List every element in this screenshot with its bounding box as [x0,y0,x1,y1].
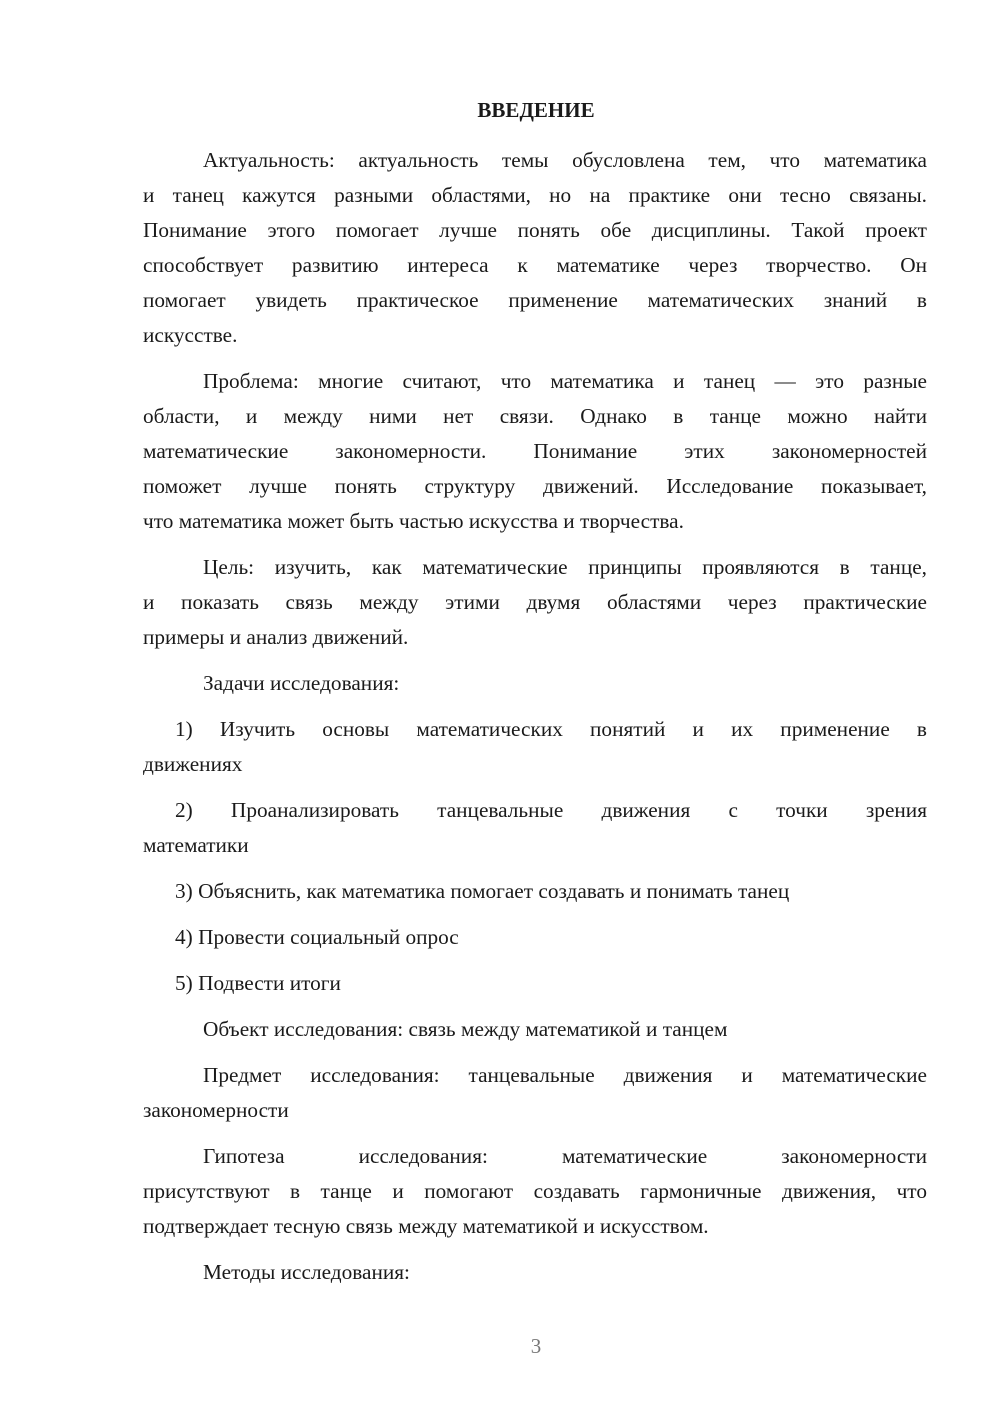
paragraph [143,550,927,655]
list-item [143,966,927,1001]
text-line: помогает увидеть практическое применение математических знаний в [143,288,927,312]
text-line: поможет лучше понять структуру движений. Исследование показывает, [143,474,927,498]
text-line: и танец кажутся разными областями, но на практике они тесно связаны. [143,183,927,207]
text-line: движениях [143,752,243,776]
page-number: 3 [530,1334,542,1358]
text-line: примеры и анализ движений. [143,625,409,649]
page-title: ВВЕДЕНИЕ [477,98,595,122]
text-line: Задачи исследования: [203,671,400,695]
text-line: закономерности [143,1098,289,1122]
paragraph [143,666,927,701]
text-line: и показать связь между этими двумя областями через практические [143,590,927,614]
text-line: 3) Объяснить, как математика помогает создавать и понимать танец [175,879,790,903]
text-line: искусстве. [143,323,238,347]
text-line: области, и между ними нет связи. Однако в танце можно найти [143,404,927,428]
text-line: Цель: изучить, как математические принципы проявляются в танце, [203,555,927,579]
list-item [143,874,927,909]
text-line: присутствуют в танце и помогают создавать гармоничные движения, что [143,1179,927,1203]
paragraph [143,1012,927,1047]
text-line: Методы исследования: [203,1260,410,1284]
text-line: 1) Изучить основы математических понятий и их применение в [175,717,927,741]
text-line: подтверждает тесную связь между математикой и искусством. [143,1214,709,1238]
text-line: что математика может быть частью искусства и творчества. [143,509,684,533]
list-item [143,920,927,955]
paragraph [143,143,927,353]
text-line: математики [143,833,249,857]
text-line: Понимание этого помогает лучше понять обе дисциплины. Такой проект [143,218,927,242]
text-line: Гипотеза исследования: математические закономерности [203,1144,927,1168]
paragraph [143,1058,927,1128]
text-line: Проблема: многие считают, что математика и танец — это разные [203,369,927,393]
text-line: Актуальность: актуальность темы обусловлена тем, что математика [203,148,927,172]
text-line: способствует развитию интереса к математике через творчество. Он [143,253,927,277]
paragraph [143,1255,927,1290]
text-line: 2) Проанализировать танцевальные движения с точки зрения [175,798,927,822]
text-line: Объект исследования: связь между математикой и танцем [203,1017,728,1041]
text-line: 5) Подвести итоги [175,971,341,995]
list-item [143,712,927,782]
text-line: математические закономерности. Понимание этих закономерностей [143,439,927,463]
paragraph [143,1139,927,1244]
paragraph [143,364,927,539]
text-line: 4) Провести социальный опрос [175,925,459,949]
list-item [143,793,927,863]
text-line: Предмет исследования: танцевальные движения и математические [203,1063,927,1087]
document-body [143,143,927,1301]
